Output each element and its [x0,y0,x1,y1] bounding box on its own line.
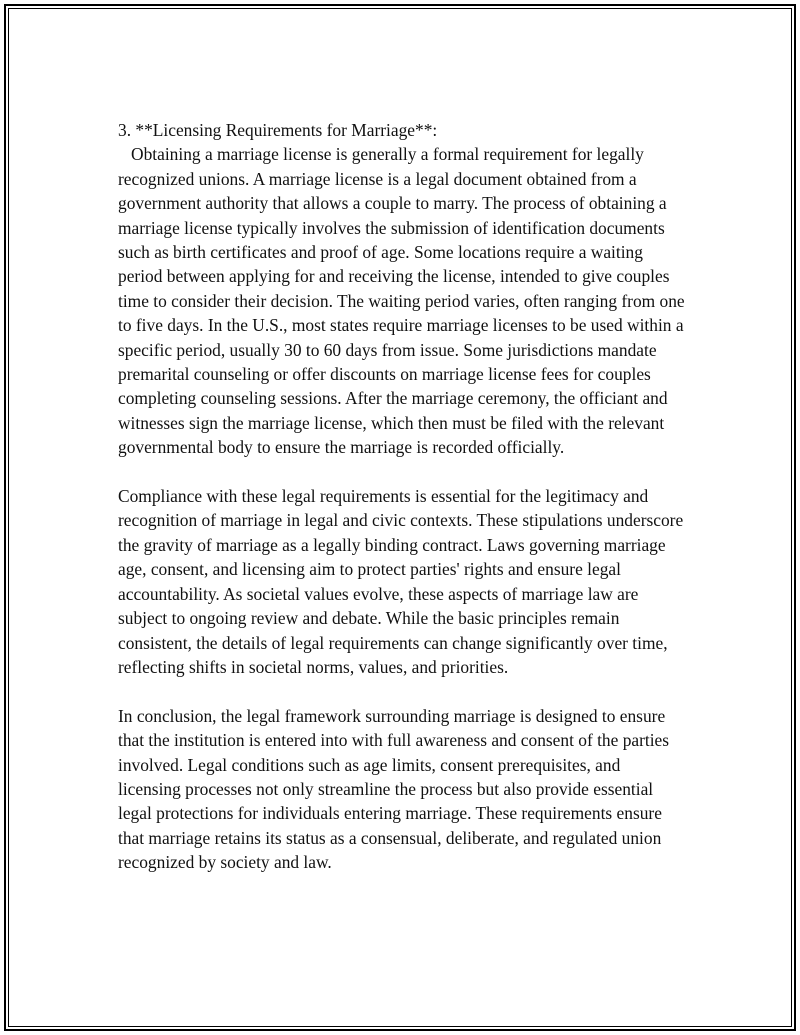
paragraph-text: In conclusion, the legal framework surrounding marriage is designed to ensure that the institution is entered into with full awareness and consent of the parties involved. Legal conditions such as age limits, consent prerequisites, and licensing processes not only streamline the process but also provide essential legal protections for individuals entering marriage. These requirements ensure that marriage retains its status as a consensual, deliberate, and regulated union recognized by society and law. [118,705,674,873]
paragraph-licensing [118,142,690,459]
paragraph-text: Obtaining a marriage license is generally a formal requirement for legally recognized unions. A marriage license is a legal document obtained from a government authority that allows a couple to marry. The process of obtaining a marriage license typically involves the submission of identification documents such as birth certificates and proof of age. Some locations require a waiting period between applying for and receiving the license, intended to give couples time to consider their decision. The waiting period varies, often ranging from one to five days. In the U.S., most states require marriage licenses to be used within a specific period, usually 30 to 60 days from issue. Some jurisdictions mandate premarital counseling or offer discounts on marriage license fees for couples completing counseling sessions. After the marriage ceremony, the officiant and witnesses sign the marriage license, which then must be filed with the relevant governmental body to ensure the marriage is recorded officially. [118,144,690,458]
paragraph-compliance [118,484,686,679]
paragraph-indent [118,144,131,164]
paragraph-text: Compliance with these legal requirements is essential for the legitimacy and recognition of marriage in legal and civic contexts. These stipulations underscore the gravity of marriage as a legally binding contract. Laws governing marriage age, consent, and licensing aim to protect parties' rights and ensure legal accountability. As societal values evolve, these aspects of marriage law are subject to ongoing review and debate. While the basic principles remain consistent, the details of legal requirements can change significantly over time, reflecting shifts in societal norms, values, and priorities. [118,486,688,677]
section-heading: 3. **Licensing Requirements for Marriage**: [118,120,438,140]
paragraph-conclusion [118,704,686,875]
document-body [118,118,690,875]
